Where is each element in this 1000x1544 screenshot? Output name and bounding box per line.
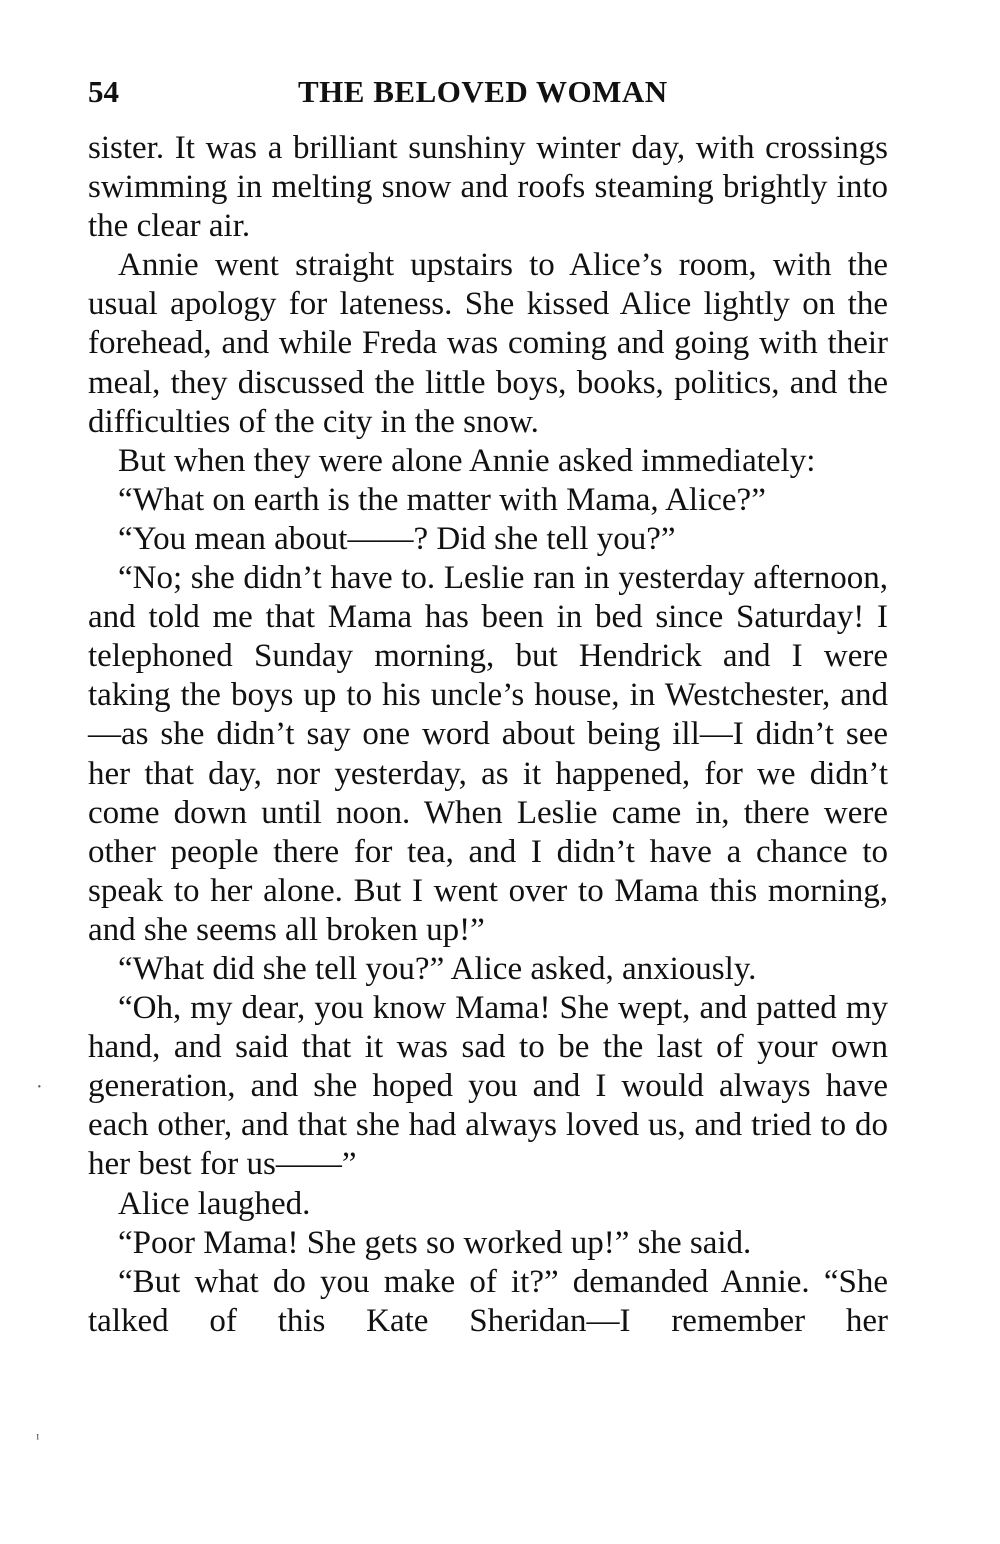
paragraph-9: Alice laughed. [118, 1185, 311, 1222]
running-head: THE BELOVED WOMAN [298, 74, 668, 109]
paragraph-8: “Oh, my dear, you know Mama! She wept, and patted my hand, and said that it was sad to be the last of your own generation, and she hoped you and I would always have each other, and that she had always loved us, and tried to do her best for us——” [88, 990, 888, 1183]
paragraph-3: But when they were alone Annie asked immediately: [118, 442, 816, 479]
scan-speck: · [36, 1076, 43, 1098]
page-header [88, 74, 888, 118]
paragraph-6: “No; she didn’t have to. Leslie ran in yesterday afternoon, and told me that Mama has been in bed since Saturday! I telephoned Sunday morning, but Hendrick and I were taking the boys up to his uncle’s house, in Westchester, and—as she didn’t say one word about being ill—I didn’t see her that day, nor yesterday, as it happened, for we didn’t come down until noon. When Leslie came in, there were other people there for tea, and I didn’t have a chance to speak to her alone. But I went over to Mama this morning, and she seems all broken up!” [88, 560, 888, 948]
paragraph-11: “But what do you make of it?” demanded Annie. “She talked of this Kate Sheridan—I remember her [88, 1263, 888, 1339]
page-number: 54 [88, 74, 119, 109]
book-page [88, 0, 888, 1544]
paragraph-7: “What did she tell you?” Alice asked, anxiously. [118, 950, 757, 987]
scan-speck: ᶦ [36, 1428, 40, 1450]
paragraph-4: “What on earth is the matter with Mama, Alice?” [118, 481, 766, 518]
paragraph-10: “Poor Mama! She gets so worked up!” she said. [118, 1224, 752, 1261]
body-text [88, 129, 888, 1341]
paragraph-1: sister. It was a brilliant sunshiny winter day, with crossings swimming in melting snow and roofs steaming brightly into the clear air. [88, 130, 888, 245]
paragraph-5: “You mean about——? Did she tell you?” [118, 520, 676, 557]
paragraph-2: Annie went straight upstairs to Alice’s room, with the usual apology for lateness. She kissed Alice lightly on the forehead, and while Freda was coming and going with their meal, they discussed the little boys, books, politics, and the difficulties of the city in the snow. [88, 247, 888, 440]
